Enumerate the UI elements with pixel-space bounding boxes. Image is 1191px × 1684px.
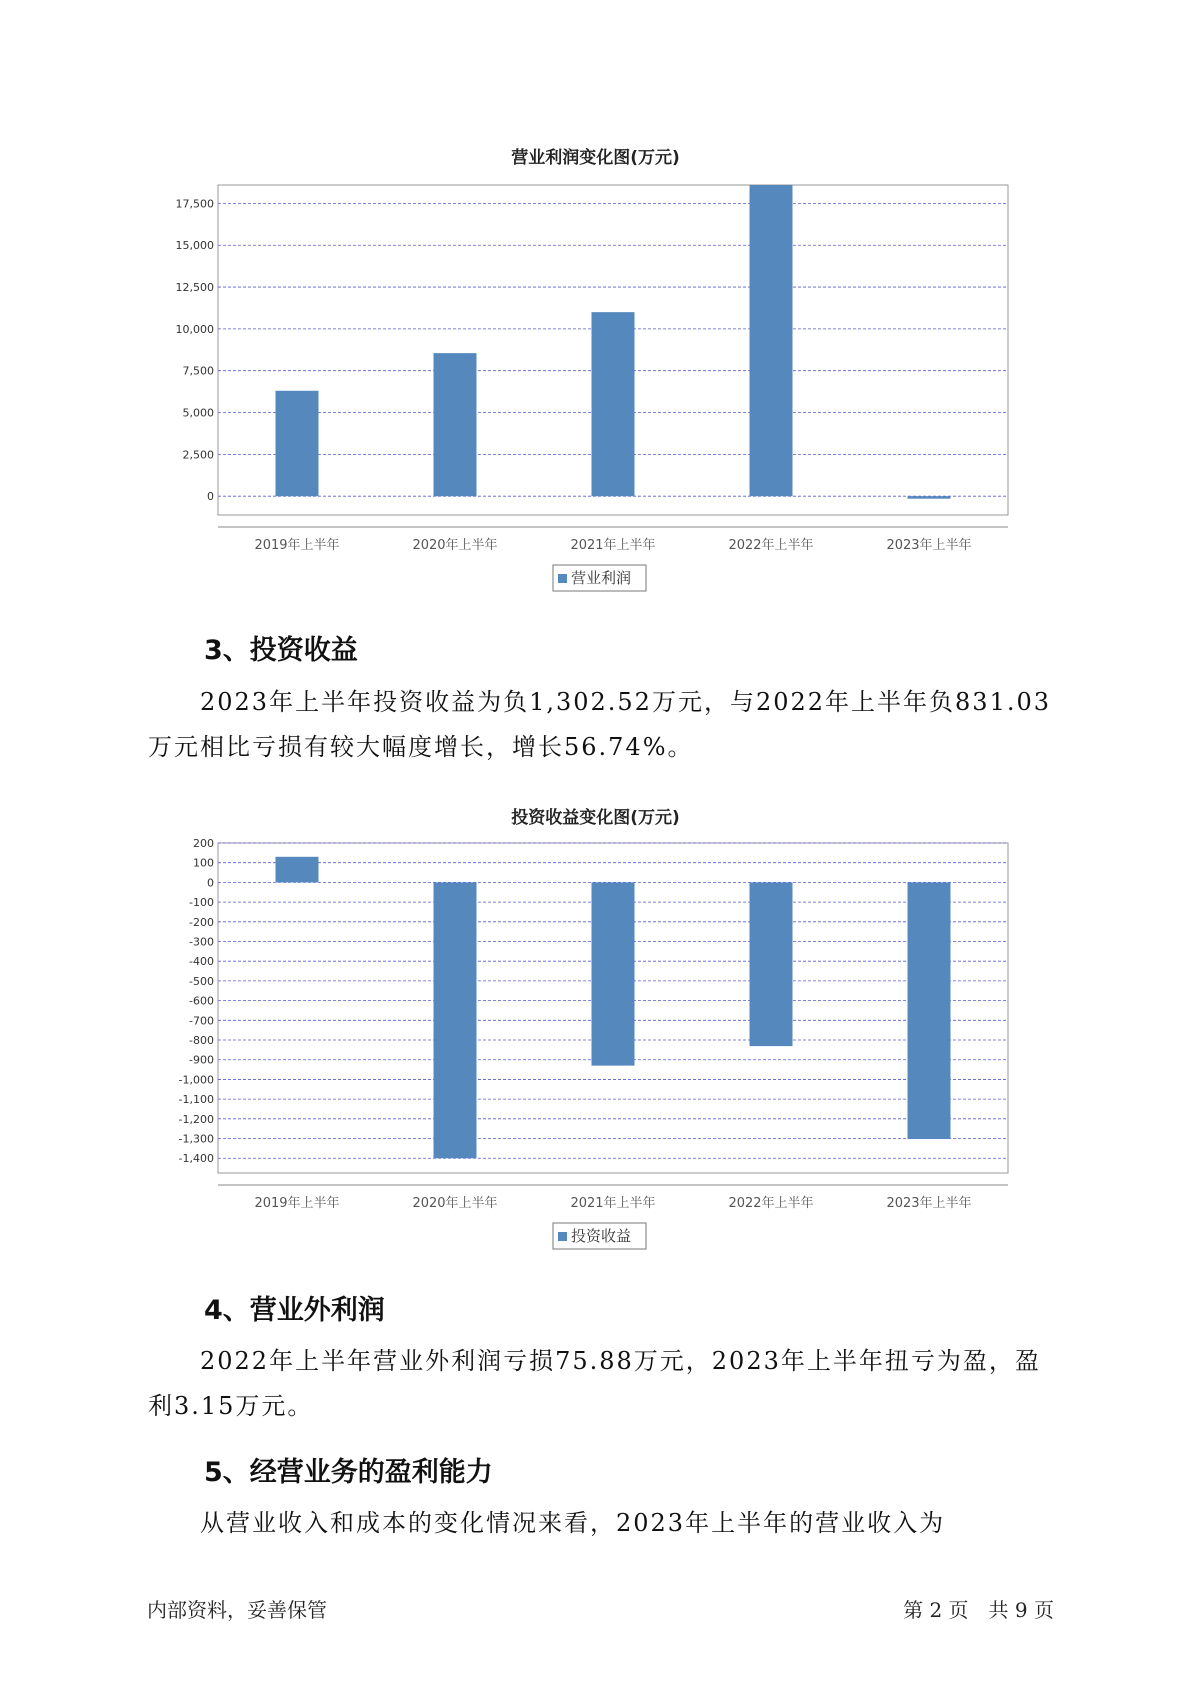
- bar-2023年上半年: [908, 882, 951, 1139]
- y-tick-label: 5,000: [182, 406, 214, 420]
- chart-operating-profit: [0, 180, 1191, 620]
- x-tick-label: 2023年上半年: [886, 538, 972, 553]
- x-tick-label: 2021年上半年: [570, 1196, 656, 1211]
- y-tick-label: 0: [207, 490, 214, 504]
- y-tick-label: -600: [189, 994, 214, 1008]
- x-tick-label: 2021年上半年: [570, 538, 656, 553]
- y-tick-label: 12,500: [175, 281, 214, 295]
- y-tick-label: 2,500: [182, 448, 214, 462]
- chart2-title: 投资收益变化图(万元): [511, 808, 680, 828]
- section-5-body: 从营业收入和成本的变化情况来看，2023年上半年的营业收入为: [200, 1509, 946, 1537]
- y-tick-label: -100: [189, 896, 214, 910]
- x-tick-label: 2019年上半年: [254, 1196, 340, 1211]
- bar-2023年上半年: [908, 496, 951, 499]
- x-tick-label: 2023年上半年: [886, 1196, 972, 1211]
- y-tick-label: -700: [189, 1014, 214, 1028]
- y-tick-label: -1,000: [178, 1073, 214, 1087]
- y-tick-label: -300: [189, 935, 214, 949]
- y-tick-label: -800: [189, 1034, 214, 1048]
- legend-swatch: [558, 1232, 567, 1241]
- y-tick-label: 17,500: [175, 197, 214, 211]
- y-tick-label: 200: [193, 837, 214, 850]
- y-tick-label: 15,000: [175, 239, 214, 253]
- bar-2021年上半年: [592, 312, 635, 496]
- y-tick-label: -900: [189, 1053, 214, 1067]
- bar-2019年上半年: [276, 857, 319, 883]
- x-tick-label: 2020年上半年: [412, 538, 498, 553]
- x-tick-label: 2019年上半年: [254, 538, 340, 553]
- y-tick-label: -1,200: [178, 1112, 214, 1126]
- legend-label: 营业利润: [571, 569, 632, 587]
- section-5-heading: 5、经营业务的盈利能力: [204, 1457, 493, 1488]
- y-tick-label: -1,400: [178, 1152, 214, 1166]
- chart-investment-income: [0, 838, 1191, 1278]
- y-tick-label: -1,300: [178, 1132, 214, 1146]
- y-tick-label: 7,500: [182, 364, 214, 378]
- bar-2019年上半年: [276, 391, 319, 496]
- y-tick-label: -400: [189, 955, 214, 969]
- section-3-heading: 3、投资收益: [204, 635, 358, 666]
- y-tick-label: -500: [189, 974, 214, 988]
- footer-page-number: 第 2 页 共 9 页: [903, 1598, 1054, 1622]
- legend-label: 投资收益: [571, 1227, 632, 1245]
- bar-2020年上半年: [434, 353, 477, 496]
- footer-confidential: 内部资料，妥善保管: [147, 1598, 327, 1622]
- chart1-title: 营业利润变化图(万元): [511, 148, 680, 168]
- x-tick-label: 2022年上半年: [728, 1196, 814, 1211]
- y-tick-label: -200: [189, 915, 214, 929]
- x-tick-label: 2020年上半年: [412, 1196, 498, 1211]
- section-3-body: 2023年上半年投资收益为负1,302.52万元，与2022年上半年负831.03万元相比亏损有较大幅度增长，增长56.74%。: [148, 688, 1052, 761]
- section-4-body: 2022年上半年营业外利润亏损75.88万元，2023年上半年扭亏为盈，盈利3.15万元。: [148, 1347, 1041, 1420]
- x-tick-label: 2022年上半年: [728, 538, 814, 553]
- y-tick-label: 0: [207, 876, 214, 890]
- bar-2022年上半年: [750, 882, 793, 1046]
- bar-2020年上半年: [434, 882, 477, 1158]
- bar-2021年上半年: [592, 882, 635, 1065]
- y-tick-label: -1,100: [178, 1093, 214, 1107]
- bar-2022年上半年: [750, 185, 793, 496]
- y-tick-label: 100: [193, 856, 214, 870]
- y-tick-label: 10,000: [175, 322, 214, 336]
- section-4-heading: 4、营业外利润: [204, 1295, 385, 1326]
- legend-swatch: [558, 574, 567, 583]
